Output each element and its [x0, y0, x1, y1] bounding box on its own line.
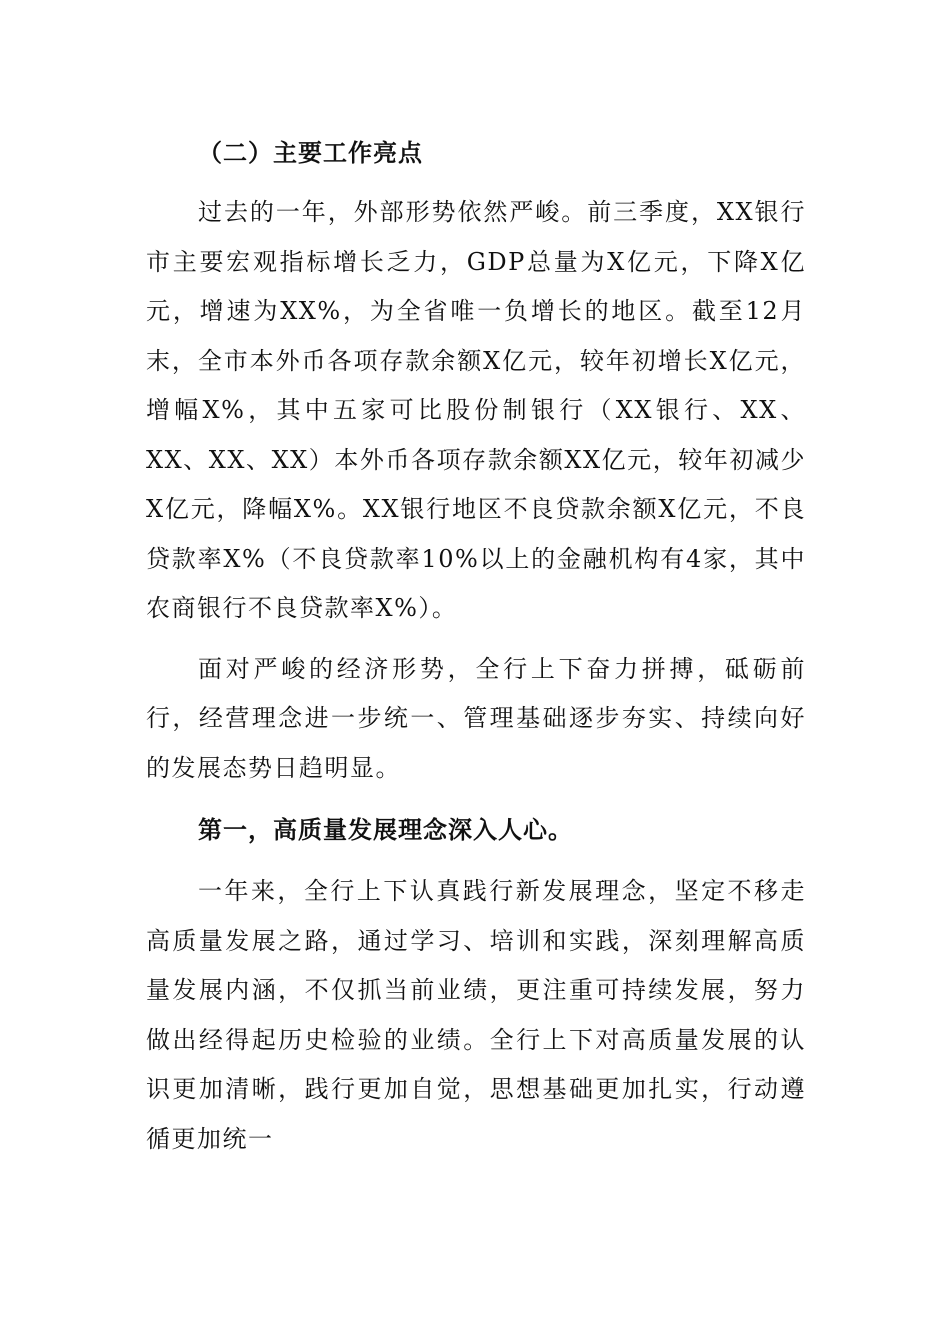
document-body	[146, 128, 806, 1164]
sub-heading-high-quality-development: 第一，高质量发展理念深入人心。	[198, 816, 573, 844]
paragraph-economic-situation: 过去的一年，外部形势依然严峻。前三季度，XX银行市主要宏观指标增长乏力，GDP总量为X亿元，下降X亿元，增速为XX%，为全省唯一负增长的地区。截至12月末，全市本外币各项存款余额X亿元，较年初增长X亿元，增幅X%，其中五家可比股份制银行（XX银行、XX、XX、XX、XX）本外币各项存款余额XX亿元，较年初减少X亿元，降幅X%。XX银行地区不良贷款余额X亿元，不良贷款率X%（不良贷款率10%以上的金融机构有4家，其中农商银行不良贷款率X%）。	[146, 198, 806, 622]
section-heading: （二）主要工作亮点	[198, 139, 423, 167]
paragraph-high-quality-development: 一年来，全行上下认真践行新发展理念，坚定不移走高质量发展之路，通过学习、培训和实践，深刻理解高质量发展内涵，不仅抓当前业绩，更注重可持续发展，努力做出经得起历史检验的业绩。全行上下对高质量发展的认识更加清晰，践行更加自觉，思想基础更加扎实，行动遵循更加统一	[146, 877, 806, 1153]
paragraph-overall-effort: 面对严峻的经济形势，全行上下奋力拼搏，砥砺前行，经营理念进一步统一、管理基础逐步夯实、持续向好的发展态势日趋明显。	[146, 654, 806, 782]
